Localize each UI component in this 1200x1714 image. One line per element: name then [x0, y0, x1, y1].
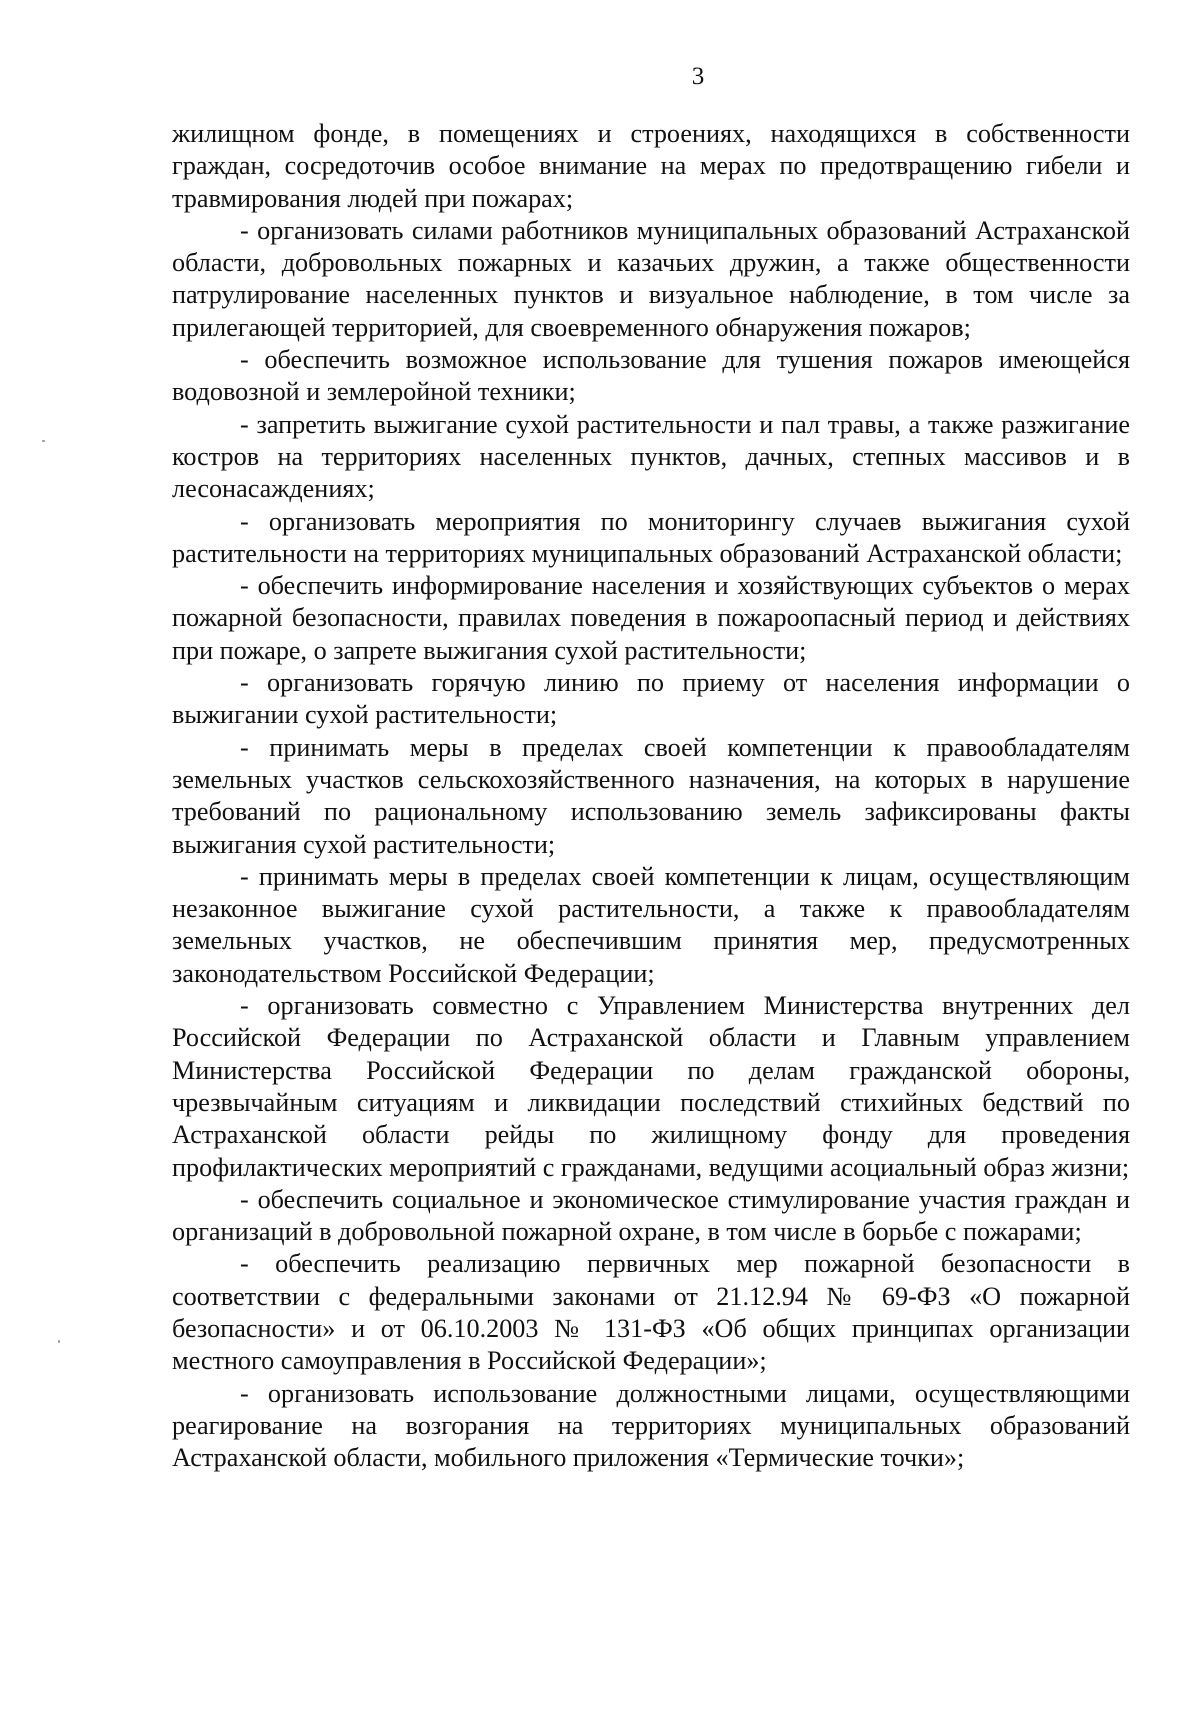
- paragraph-land-owners: - принимать меры в пределах своей компетенции к правообладателям земельных участков сельскохозяйственного назначения, на которых в нарушение требований по рациональному использованию земель зафиксированы факты выжигания сухой растительности;: [172, 732, 1130, 859]
- paragraph-continuation: жилищном фонде, в помещениях и строениях, находящихся в собственности граждан, сосредоточив особое внимание на мерах по предотвращению гибели и травмирования людей при пожарах;: [172, 119, 1130, 213]
- paragraph-violators: - принимать меры в пределах своей компетенции к лицам, осуществляющим незаконное выжигание сухой растительности, а также к правообладателям земельных участков, не обеспечившим принятия мер, предусмотренных законодательством Российской Федерации;: [172, 861, 1130, 988]
- scan-speck: [58, 1340, 60, 1343]
- scan-speck: [42, 440, 45, 442]
- paragraph-stimulation: - обеспечить социальное и экономическое стимулирование участия граждан и организаций в добровольной пожарной охране, в том числе в борьбе с пожарами;: [172, 1184, 1130, 1247]
- paragraph-monitoring: - организовать мероприятия по мониторингу случаев выжигания сухой растительности на территориях муниципальных образований Астраханской области;: [172, 506, 1130, 568]
- paragraph-hotline: - организовать горячую линию по приему от населения информации о выжигании сухой растительности;: [172, 668, 1130, 730]
- paragraph-raids: - организовать совместно с Управлением Министерства внутренних дел Российской Федерации по Астраханской области и Главным управлением Министерства Российской Федерации по делам гражданской обороны, чрезвычайным ситуациям и ликвидации последствий стихийных бедствий по Астраханской области рейды по жилищному фонду для проведения профилактических мероприятий с гражданами, ведущими асоциальный образ жизни;: [172, 991, 1130, 1182]
- paragraph-patrol: - организовать силами работников муниципальных образований Астраханской области, добровольных пожарных и казачьих дружин, а также общественности патрулирование населенных пунктов и визуальное наблюдение, в том числе за прилегающей территорией, для своевременного обнаружения пожаров;: [172, 215, 1130, 342]
- paragraph-informing: - обеспечить информирование населения и хозяйствующих субъектов о мерах пожарной безопасности, правилах поведения в пожароопасный период и действиях при пожаре, о запрете выжигания сухой растительности;: [172, 571, 1130, 665]
- page-number: 3: [691, 63, 705, 90]
- document-body: [172, 118, 1130, 1474]
- paragraph-primary-measures: - обеспечить реализацию первичных мер пожарной безопасности в соответствии с федеральными законами от 21.12.94 № 69-ФЗ «О пожарной безопасности» и от 06.10.2003 № 131-ФЗ «Об общих принципах организации местного самоуправления в Российской Федерации»;: [172, 1249, 1130, 1376]
- paragraph-mobile-app: - организовать использование должностными лицами, осуществляющими реагирование на возгорания на территориях муниципальных образований Астраханской области, мобильного приложения «Термические точки»;: [172, 1378, 1130, 1473]
- paragraph-ban-burning: - запретить выжигание сухой растительности и пал травы, а также разжигание костров на территориях населенных пунктов, дачных, степных массивов и в лесонасаждениях;: [172, 409, 1130, 504]
- paragraph-equipment: - обеспечить возможное использование для тушения пожаров имеющейся водовозной и землеройной техники;: [172, 345, 1130, 407]
